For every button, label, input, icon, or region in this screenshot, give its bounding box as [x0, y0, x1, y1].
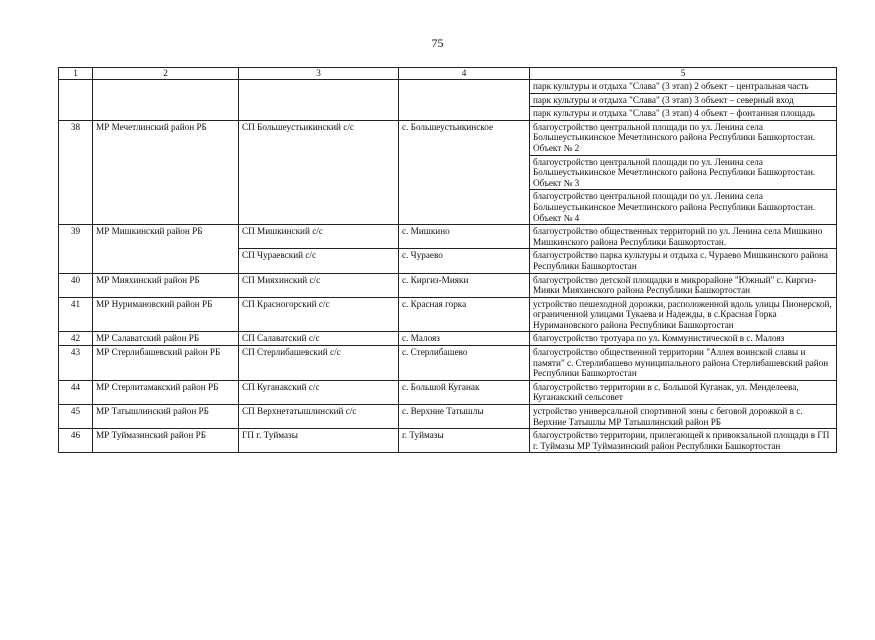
row-number-cell	[59, 80, 93, 121]
project-cell: благоустройство территории в с. Большой Куганак, ул. Менделеева, Куганакский сельсовет	[530, 380, 837, 404]
column-number-2: 2	[93, 68, 239, 80]
row-number-cell: 42	[59, 332, 93, 346]
column-number-4: 4	[399, 68, 530, 80]
project-cell: благоустройство центральной площади по ул. Ленина села Большеустьикинское Мечетлинского района Республики Башкортостан. Объект № 4	[530, 190, 837, 225]
locality-cell: г. Туймазы	[399, 429, 530, 453]
settlement-cell: СП Мишкинский с/с	[239, 225, 399, 249]
project-cell: благоустройство центральной площади по ул. Ленина села Большеустьикинское Мечетлинского района Республики Башкортостан. Объект № 2	[530, 120, 837, 155]
row-number-cell: 40	[59, 273, 93, 297]
project-cell: парк культуры и отдыха "Слава" (3 этап) 3 объект – северный вход	[530, 93, 837, 107]
project-cell: благоустройство парка культуры и отдыха с. Чураево Мишкинского района Республики Башкортостан	[530, 249, 837, 273]
settlement-cell: СП Большеустьикинский с/с	[239, 120, 399, 224]
project-cell: благоустройство детской площадки в микрорайоне "Южный" с. Киргиз-Мияки Мияхинского района Республики Башкортостан	[530, 273, 837, 297]
table-row	[59, 405, 837, 429]
project-cell: благоустройство территории, прилегающей к привокзальной площади в ГП г. Туймазы МР Туймазинский район Республики Башкортостан	[530, 429, 837, 453]
settlement-cell: СП Салаватский с/с	[239, 332, 399, 346]
locality-cell: с. Чураево	[399, 249, 530, 273]
locality-cell: с. Красная горка	[399, 297, 530, 332]
settlement-cell: СП Верхнетатышлинский с/с	[239, 405, 399, 429]
table-row	[59, 380, 837, 404]
settlement-cell: СП Чураевский с/с	[239, 249, 399, 273]
district-cell: МР Стерлитамакский район РБ	[93, 380, 239, 404]
district-cell	[93, 80, 239, 121]
row-number-cell: 44	[59, 380, 93, 404]
table-row	[59, 297, 837, 332]
row-number-cell: 43	[59, 346, 93, 381]
row-number-cell: 45	[59, 405, 93, 429]
project-cell: благоустройство центральной площади по ул. Ленина села Большеустьикинское Мечетлинского района Республики Башкортостан. Объект № 3	[530, 155, 837, 190]
locality-cell	[399, 80, 530, 121]
locality-cell: с. Верхние Татышлы	[399, 405, 530, 429]
row-number-cell: 38	[59, 120, 93, 224]
district-cell: МР Стерлибашевский район РБ	[93, 346, 239, 381]
table-row	[59, 225, 837, 249]
row-number-cell: 39	[59, 225, 93, 273]
row-number-cell: 46	[59, 429, 93, 453]
project-cell: парк культуры и отдыха "Слава" (3 этап) 2 объект – центральная часть	[530, 80, 837, 94]
district-cell: МР Татышлинский район РБ	[93, 405, 239, 429]
project-cell: благоустройство общественной территории "Аллея воинской славы и памяти" с. Стерлибашево муниципального района Стерлибашевский район Республики Башкортостан	[530, 346, 837, 381]
locality-cell: с. Большеустьикинское	[399, 120, 530, 224]
table-row	[59, 273, 837, 297]
settlement-cell: ГП г. Туймазы	[239, 429, 399, 453]
locality-cell: с. Киргиз-Мияки	[399, 273, 530, 297]
table-row	[59, 429, 837, 453]
locality-cell: с. Большой Куганак	[399, 380, 530, 404]
settlement-cell: СП Стерлибашевский с/с	[239, 346, 399, 381]
row-number-cell: 41	[59, 297, 93, 332]
district-cell: МР Салаватский район РБ	[93, 332, 239, 346]
settlement-cell	[239, 80, 399, 121]
column-number-row	[59, 68, 837, 80]
column-number-1: 1	[59, 68, 93, 80]
district-cell: МР Мишкинский район РБ	[93, 225, 239, 273]
district-cell: МР Нуримановский район РБ	[93, 297, 239, 332]
project-cell: благоустройство общественных территорий по ул. Ленина села Мишкино Мишкинского района Республики Башкортостан.	[530, 225, 837, 249]
district-cell: МР Туймазинский район РБ	[93, 429, 239, 453]
page-number: 75	[431, 36, 444, 50]
locality-cell: с. Стерлибашево	[399, 346, 530, 381]
settlement-cell: СП Куганакский с/с	[239, 380, 399, 404]
project-cell: устройство универсальной спортивной зоны с беговой дорожкой в с. Верхние Татышлы МР Татышлинский район РБ	[530, 405, 837, 429]
program-table	[58, 67, 837, 453]
table-row	[59, 120, 837, 155]
column-number-3: 3	[239, 68, 399, 80]
locality-cell: с. Мишкино	[399, 225, 530, 249]
district-cell: МР Мечетлинский район РБ	[93, 120, 239, 224]
table-row	[59, 332, 837, 346]
project-cell: благоустройство тротуара по ул. Коммунистической в с. Малояз	[530, 332, 837, 346]
table-row	[59, 346, 837, 381]
project-cell: устройство пешеходной дорожки, расположенной вдоль улицы Пионерской, ограниченной улицами Тукаева и Надежды, в с.Красная Горка Нуримановского района Республики Башкортостан	[530, 297, 837, 332]
settlement-cell: СП Мияхинский с/с	[239, 273, 399, 297]
settlement-cell: СП Красногорский с/с	[239, 297, 399, 332]
table-row	[59, 80, 837, 94]
district-cell: МР Мияхинский район РБ	[93, 273, 239, 297]
locality-cell: с. Малояз	[399, 332, 530, 346]
project-cell: парк культуры и отдыха "Слава" (3 этап) 4 объект – фонтанная площадь	[530, 107, 837, 121]
column-number-5: 5	[530, 68, 837, 80]
